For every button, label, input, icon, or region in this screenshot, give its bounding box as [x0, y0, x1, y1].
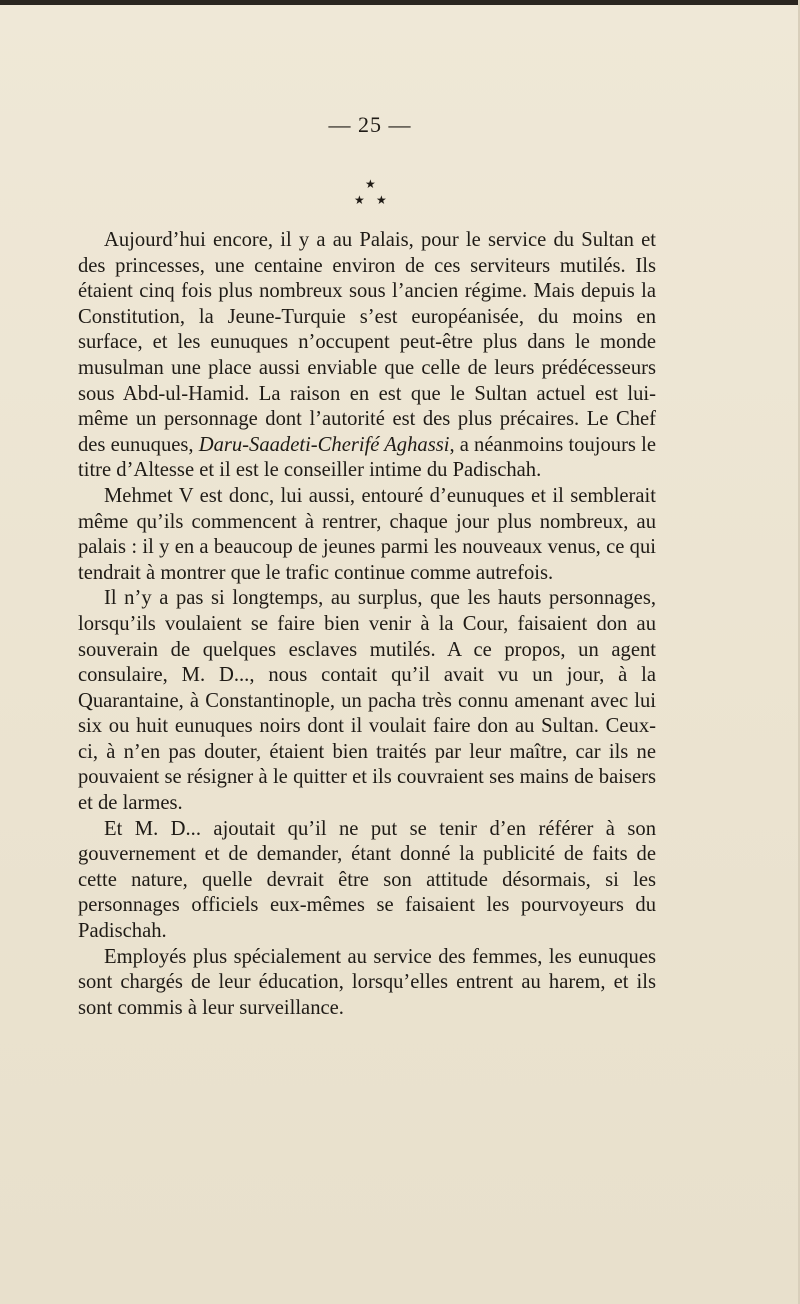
asterism-star-icon: ★ [376, 193, 387, 207]
asterism-separator [340, 178, 400, 210]
paragraph: Mehmet V est donc, lui aussi, entouré d’eunuques et il semblerait même qu’ils commencent à rentrer, chaque jour plus nombreux, au palais : il y en a beaucoup de jeunes parmi les nouveaux venus, ce qui tendrait à montrer que le trafic continue comme autrefois. [78, 484, 656, 584]
asterism-star-icon: ★ [365, 177, 376, 191]
paragraph-text: Aujourd’hui encore, il y a au Palais, pour le service du Sultan et des princesses, une centaine environ de ces serviteurs mutilés. Ils étaient cinq fois plus nombreux sous l’ancien régime. Mais depuis la Constitution, la Jeune-Turquie s’est européanisée, du moins en surface, et les eunuques n’occupent peut-être plus dans le monde musulman une place aussi enviable que celle de leurs prédécesseurs sous Abd-ul-Hamid. La raison en est que le Sultan actuel est lui-même un personnage dont l’autorité est des plus précaires. Le Chef des eunuques, [78, 229, 656, 456]
paragraph: Il n’y a pas si longtemps, au surplus, que les hauts personnages, lorsqu’ils voulaient se faire bien venir à la Cour, faisaient don au souverain de quelques esclaves mutilés. A ce propos, un agent consulaire, M. D..., nous contait qu’il avait vu un jour, à la Quarantaine, à Constantinople, un pacha très connu amenant avec lui six ou huit eunuques noirs dont il voulait faire don au Sultan. Ceux-ci, à n’en pas douter, étaient bien traités par leur maître, car ils ne pouvaient se résigner à le quitter et ils couvraient ses mains de baisers et de larmes. [78, 587, 656, 815]
top-border-rule [0, 0, 800, 5]
page-number: — 25 — [328, 112, 412, 137]
body-text [78, 228, 656, 1021]
asterism-star-icon: ★ [354, 193, 365, 207]
italic-title: Daru-Saadeti-Cherifé Aghassi [198, 433, 450, 456]
paragraph-text: , a néanmoins toujours le titre d’Altesse et il est le conseiller intime du Padischah. [78, 433, 656, 482]
paragraph: Employés plus spécialement au service des femmes, les eunuques sont chargés de leur éducation, lorsqu’elles entrent au harem, et ils sont commis à leur surveillance. [78, 945, 656, 1019]
paragraph [78, 228, 656, 484]
paragraph: Et M. D... ajoutait qu’il ne put se tenir d’en référer à son gouvernement et de demander, étant donné la publicité de faits de cette nature, quelle devrait être son attitude désormais, si les personnages officiels eux-mêmes se faisaient les pourvoyeurs du Padischah. [78, 817, 656, 943]
